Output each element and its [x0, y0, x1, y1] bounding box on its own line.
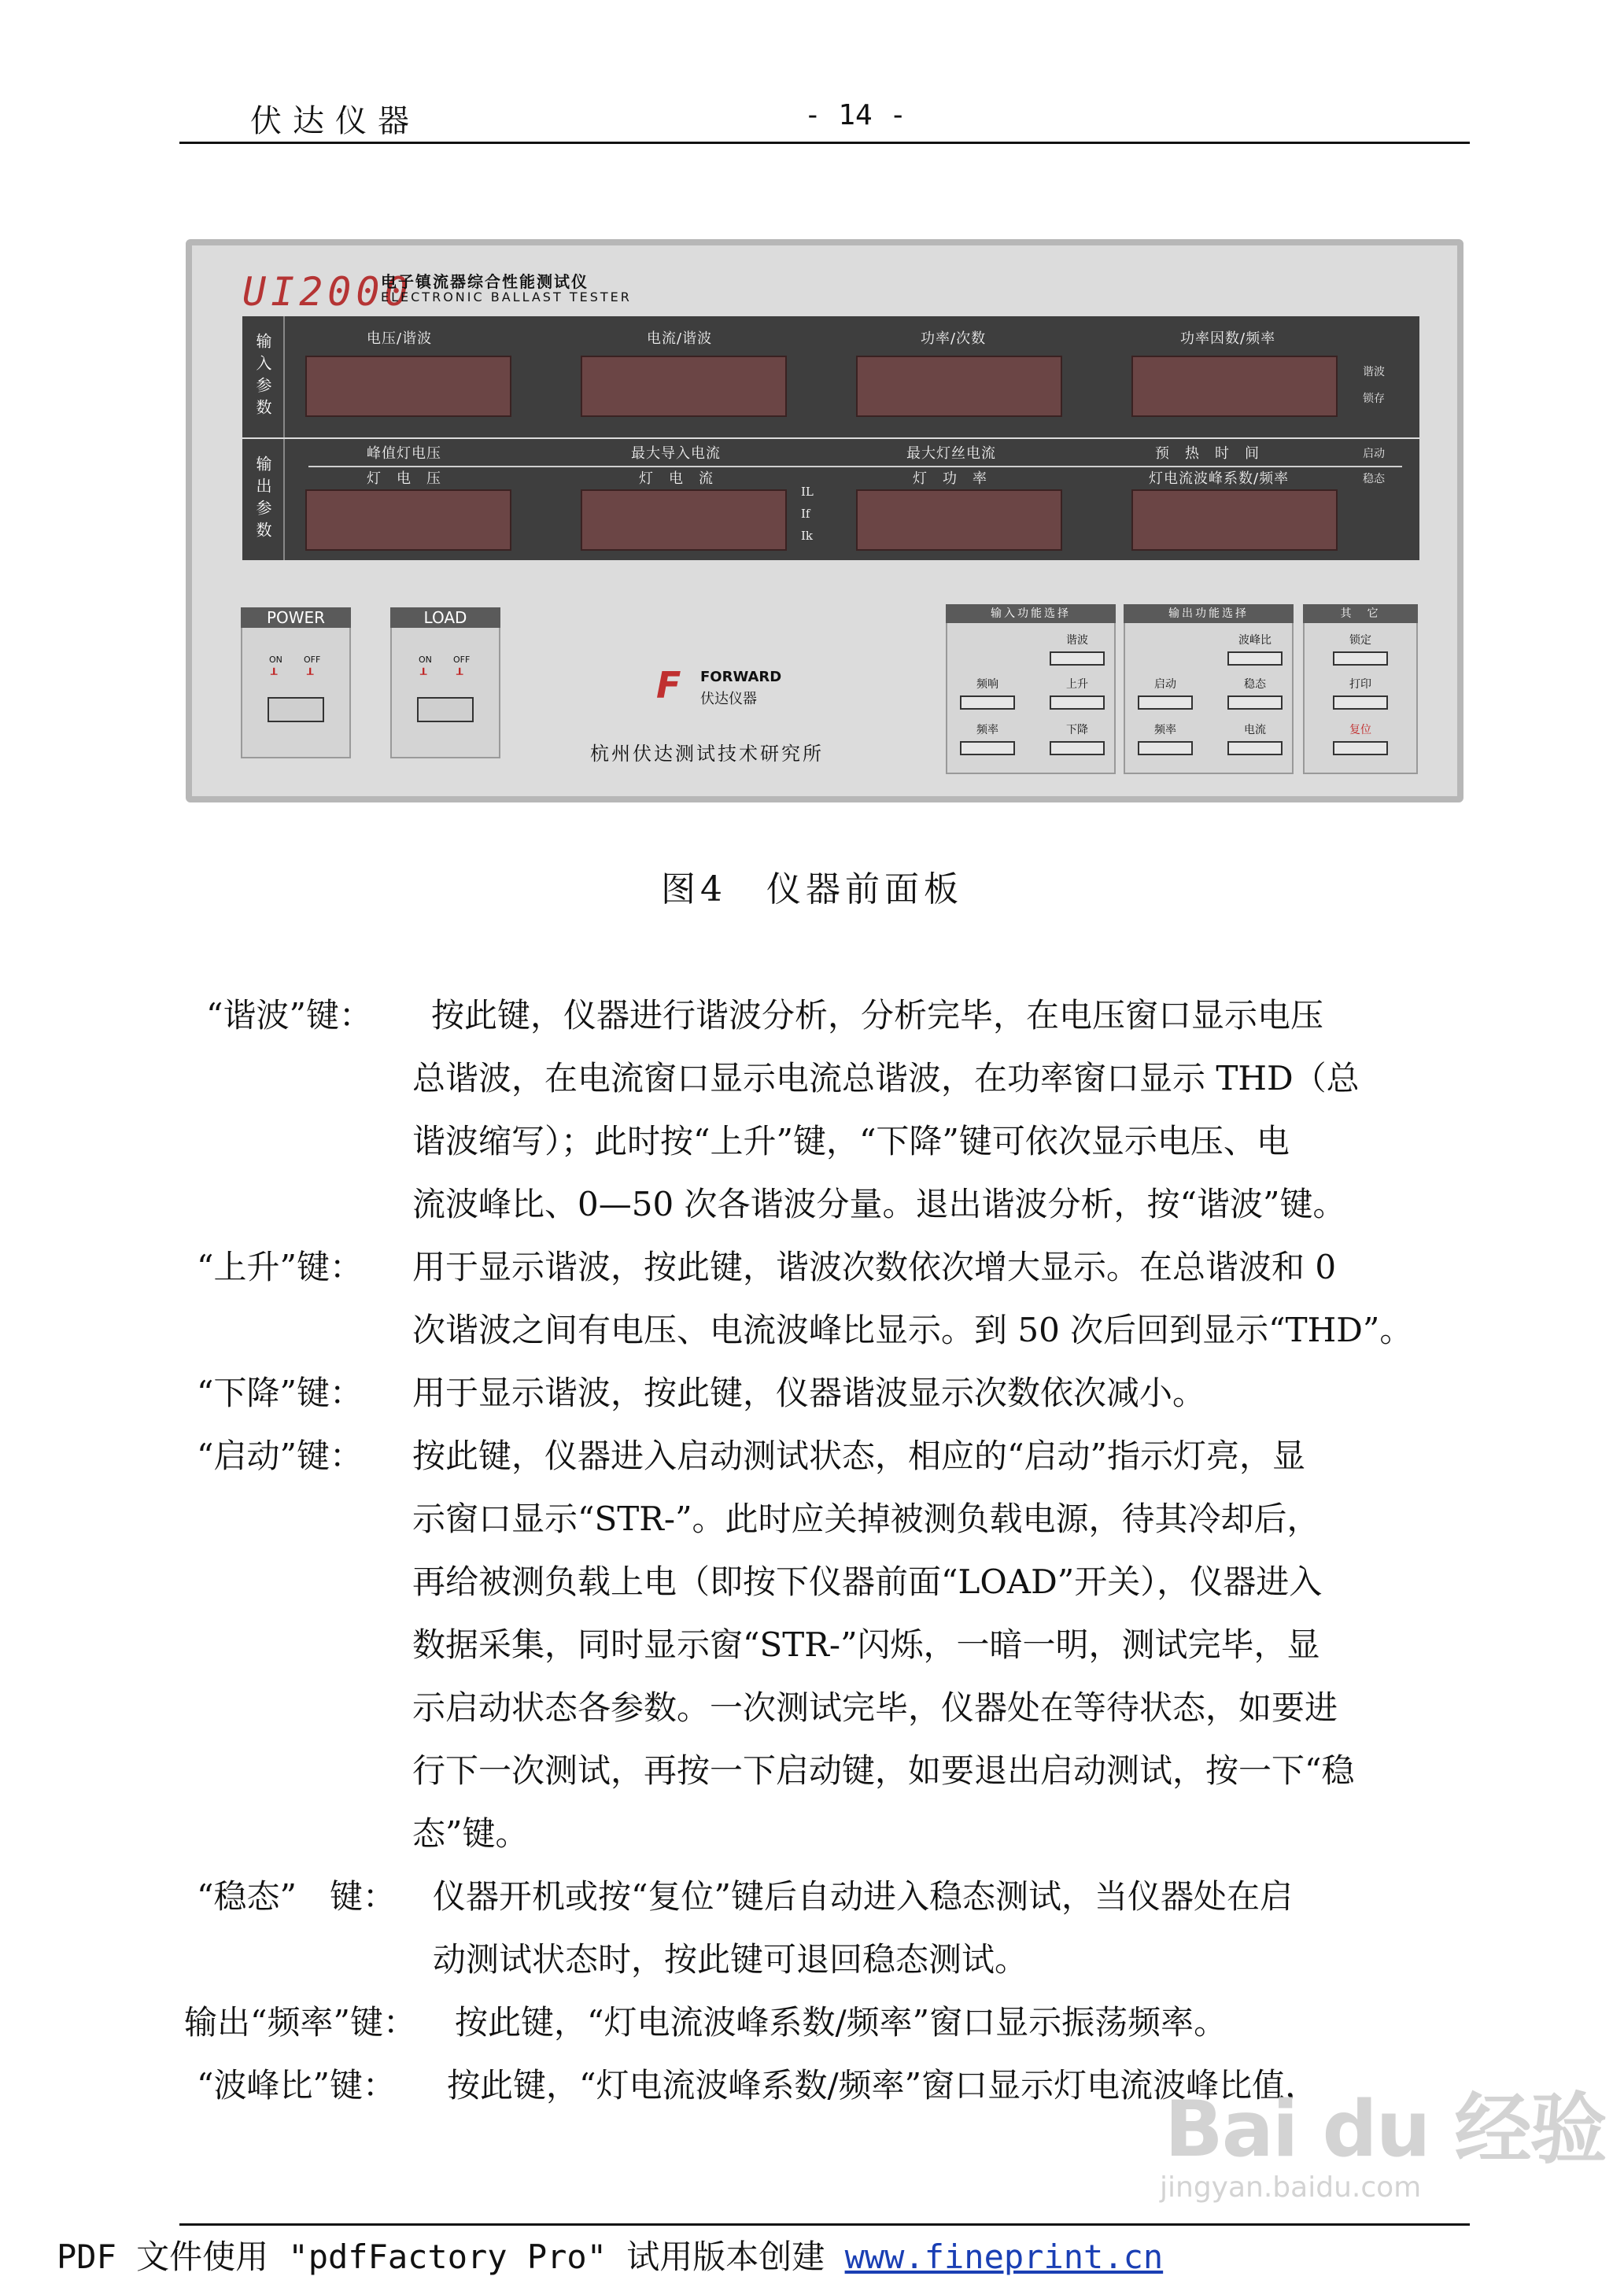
header-rule — [179, 142, 1470, 144]
text-line: 再给被测负载上电（即按下仪器前面“LOAD”开关），仪器进入 — [412, 1562, 1323, 1601]
output-frequency-key[interactable] — [1136, 722, 1194, 762]
footer-link[interactable]: www.fineprint.cn — [844, 2238, 1164, 2276]
text-line: 按此键，“灯电流波峰系数/频率”窗口显示振荡频率。 — [455, 2003, 1227, 2042]
key-button[interactable] — [1050, 651, 1105, 666]
text-line: 仪器开机或按“复位”键后自动进入稳态测试，当仪器处在启 — [433, 1877, 1293, 1916]
steady-key[interactable] — [1226, 677, 1284, 716]
print-key[interactable] — [1331, 677, 1390, 716]
figure-caption: 图4 仪器前面板 — [661, 869, 963, 909]
text-line: 总谐波，在电流窗口显示电流总谐波，在功率窗口显示 THD（总 — [412, 1059, 1360, 1098]
start-indicator: 启动 — [1363, 448, 1385, 460]
key-button[interactable] — [1050, 741, 1105, 755]
other-function-group — [1303, 604, 1418, 774]
header-company: 伏达仪器 — [250, 103, 420, 139]
output-label-top: 最大导入电流 — [631, 445, 721, 462]
output-label-top: 峰值灯电压 — [367, 445, 441, 462]
load-on-label: ON — [419, 655, 432, 665]
forward-logo-icon: F — [656, 664, 681, 706]
load-off-mark-icon: ┸ — [456, 669, 463, 681]
input-side-text: 输入参数 — [253, 333, 272, 421]
key-label: 打印 — [1349, 678, 1371, 691]
footer-rule — [179, 2223, 1470, 2226]
text-line: 流波峰比、0—50 次各谐波分量。退出谐波分析，按“谐波”键。 — [412, 1185, 1346, 1223]
item-label: “波峰比”键： — [197, 2066, 396, 2105]
text-line: 用于显示谐波，按此键，谐波次数依次增大显示。在总谐波和 0 — [412, 1248, 1337, 1286]
item-label: “下降”键： — [197, 1374, 363, 1412]
key-label: 启动 — [1154, 678, 1176, 691]
input-label: 电压/谐波 — [367, 330, 433, 347]
lock-key[interactable] — [1331, 633, 1390, 672]
output-function-group — [1124, 604, 1294, 774]
current-display — [581, 356, 787, 417]
power-display — [856, 356, 1062, 417]
key-button[interactable] — [960, 741, 1015, 755]
power-switch-box — [241, 607, 351, 758]
up-key[interactable] — [1048, 677, 1106, 716]
input-group-title: 输入功能选择 — [946, 604, 1116, 623]
text-line: 示启动状态各参数。一次测试完毕，仪器处在等待状态，如要进 — [412, 1688, 1338, 1727]
harmonic-key[interactable] — [1048, 633, 1106, 672]
output-label-top: 最大灯丝电流 — [906, 445, 996, 462]
power-switch[interactable] — [268, 697, 324, 722]
key-button[interactable] — [960, 695, 1015, 710]
item-label: “稳态” 键： — [197, 1877, 396, 1916]
front-panel-figure — [186, 239, 1463, 802]
current-marker: IL — [801, 485, 814, 499]
other-group-title: 其 它 — [1303, 604, 1418, 623]
text-line: 次谐波之间有电压、电流波峰比显示。到 50 次后回到显示“THD”。 — [412, 1311, 1413, 1349]
input-label: 功率因数/频率 — [1180, 330, 1276, 347]
crest-factor-display — [1131, 489, 1338, 551]
power-on-label: ON — [269, 655, 282, 665]
lamp-power-display — [856, 489, 1062, 551]
load-off-label: OFF — [453, 655, 471, 665]
page-number: - 14 - — [804, 99, 907, 131]
power-switch-title: POWER — [241, 607, 351, 628]
key-label: 波峰比 — [1238, 634, 1272, 647]
text-line: 态”键。 — [412, 1814, 529, 1853]
power-on-mark-icon: ┸ — [271, 669, 278, 681]
output-parameter-band — [242, 439, 1419, 560]
down-key[interactable] — [1048, 722, 1106, 762]
logo-cn: 伏达仪器 — [700, 691, 757, 707]
load-switch[interactable] — [417, 697, 474, 722]
item-label: “启动”键： — [197, 1437, 363, 1475]
load-on-mark-icon: ┸ — [420, 669, 427, 681]
footer-text: PDF 文件使用 "pdfFactory Pro" 试用版本创建 — [57, 2238, 845, 2276]
input-label: 电流/谐波 — [647, 330, 713, 347]
key-button[interactable] — [1138, 695, 1193, 710]
text-line: 用于显示谐波，按此键，仪器谐波显示次数依次减小。 — [412, 1374, 1206, 1412]
current-marker: Ik — [801, 529, 814, 543]
footer — [57, 2231, 1163, 2278]
current-key[interactable] — [1226, 722, 1284, 762]
power-off-mark-icon: ┸ — [307, 669, 314, 681]
item-label: 输出“频率”键： — [184, 2003, 416, 2042]
latch-indicator: 锁存 — [1363, 393, 1385, 405]
subtitle-cn: 电子镇流器综合性能测试仪 — [381, 272, 589, 291]
reset-key[interactable] — [1331, 722, 1390, 762]
text-line: 数据采集，同时显示窗“STR-”闪烁，一暗一明，测试完毕，显 — [412, 1625, 1320, 1664]
key-label: 复位 — [1349, 724, 1371, 736]
key-button[interactable] — [1227, 651, 1283, 666]
crest-ratio-key[interactable] — [1226, 633, 1284, 672]
lamp-current-display — [581, 489, 787, 551]
key-label: 锁定 — [1349, 634, 1371, 647]
start-key[interactable] — [1136, 677, 1194, 716]
load-switch-title: LOAD — [390, 607, 500, 628]
text-line: 按此键，仪器进入启动测试状态，相应的“启动”指示灯亮，显 — [412, 1437, 1305, 1475]
text-line: 动测试状态时，按此键可退回稳态测试。 — [433, 1940, 1028, 1979]
key-label: 频率 — [976, 724, 998, 736]
item-label: “上升”键： — [197, 1248, 363, 1286]
key-button[interactable] — [1227, 741, 1283, 755]
output-side-text: 输出参数 — [253, 456, 272, 544]
model-name: UI2000 — [242, 269, 413, 315]
institute-name: 杭州伏达测试技术研究所 — [590, 743, 824, 765]
voltage-display — [305, 356, 511, 417]
subtitle-en: ELECTRONIC BALLAST TESTER — [381, 290, 632, 304]
key-button[interactable] — [1050, 695, 1105, 710]
load-switch-box — [390, 607, 500, 758]
key-button[interactable] — [1333, 695, 1388, 710]
input-function-group — [946, 604, 1116, 774]
watermark-url: jingyan.baidu.com — [1160, 2171, 1422, 2204]
item-label: “谐波”键： — [206, 996, 372, 1035]
key-button[interactable] — [1333, 741, 1388, 755]
power-factor-display — [1131, 356, 1338, 417]
key-label: 稳态 — [1244, 678, 1266, 691]
text-line: 示窗口显示“STR-”。此时应关掉被测负载电源，待其冷却后， — [412, 1500, 1320, 1538]
watermark-logo: Bai du 经验 — [1164, 2085, 1606, 2175]
steady-indicator: 稳态 — [1363, 473, 1385, 485]
text-line: 谐波缩写）；此时按“上升”键，“下降”键可依次显示电压、电 — [412, 1122, 1290, 1160]
key-label: 电流 — [1244, 724, 1266, 736]
key-label: 频率 — [1154, 724, 1176, 736]
output-label-bottom: 灯电流波峰系数/频率 — [1149, 470, 1290, 487]
key-label: 上升 — [1066, 678, 1088, 691]
output-label-bottom: 灯 功 率 — [913, 470, 987, 487]
key-label: 谐波 — [1066, 634, 1088, 647]
output-group-title: 输出功能选择 — [1124, 604, 1294, 623]
logo-word: FORWARD — [700, 669, 782, 685]
output-label-top: 预 热 时 间 — [1155, 445, 1260, 462]
key-button[interactable] — [1138, 741, 1193, 755]
key-label: 下降 — [1066, 724, 1088, 736]
output-label-bottom: 灯 电 流 — [639, 470, 714, 487]
lamp-voltage-display — [305, 489, 511, 551]
key-button[interactable] — [1333, 651, 1388, 666]
current-marker: If — [801, 507, 810, 521]
input-parameter-band — [242, 316, 1419, 437]
freq-response-key[interactable] — [958, 677, 1017, 716]
text-line: 按此键，仪器进行谐波分析，分析完毕，在电压窗口显示电压 — [431, 996, 1324, 1035]
input-side-label — [242, 316, 285, 437]
text-line: 行下一次测试，再按一下启动键，如要退出启动测试，按一下“稳 — [412, 1751, 1355, 1790]
input-label: 功率/次数 — [921, 330, 987, 347]
output-label-bottom: 灯 电 压 — [367, 470, 441, 487]
output-side-label — [242, 439, 285, 560]
key-button[interactable] — [1227, 695, 1283, 710]
power-off-label: OFF — [304, 655, 321, 665]
harmonic-indicator: 谐波 — [1363, 366, 1385, 378]
key-label: 频响 — [976, 678, 998, 691]
text-line: 按此键，“灯电流波峰系数/频率”窗口显示灯电流波峰比值， — [447, 2066, 1319, 2105]
input-frequency-key[interactable] — [958, 722, 1017, 762]
